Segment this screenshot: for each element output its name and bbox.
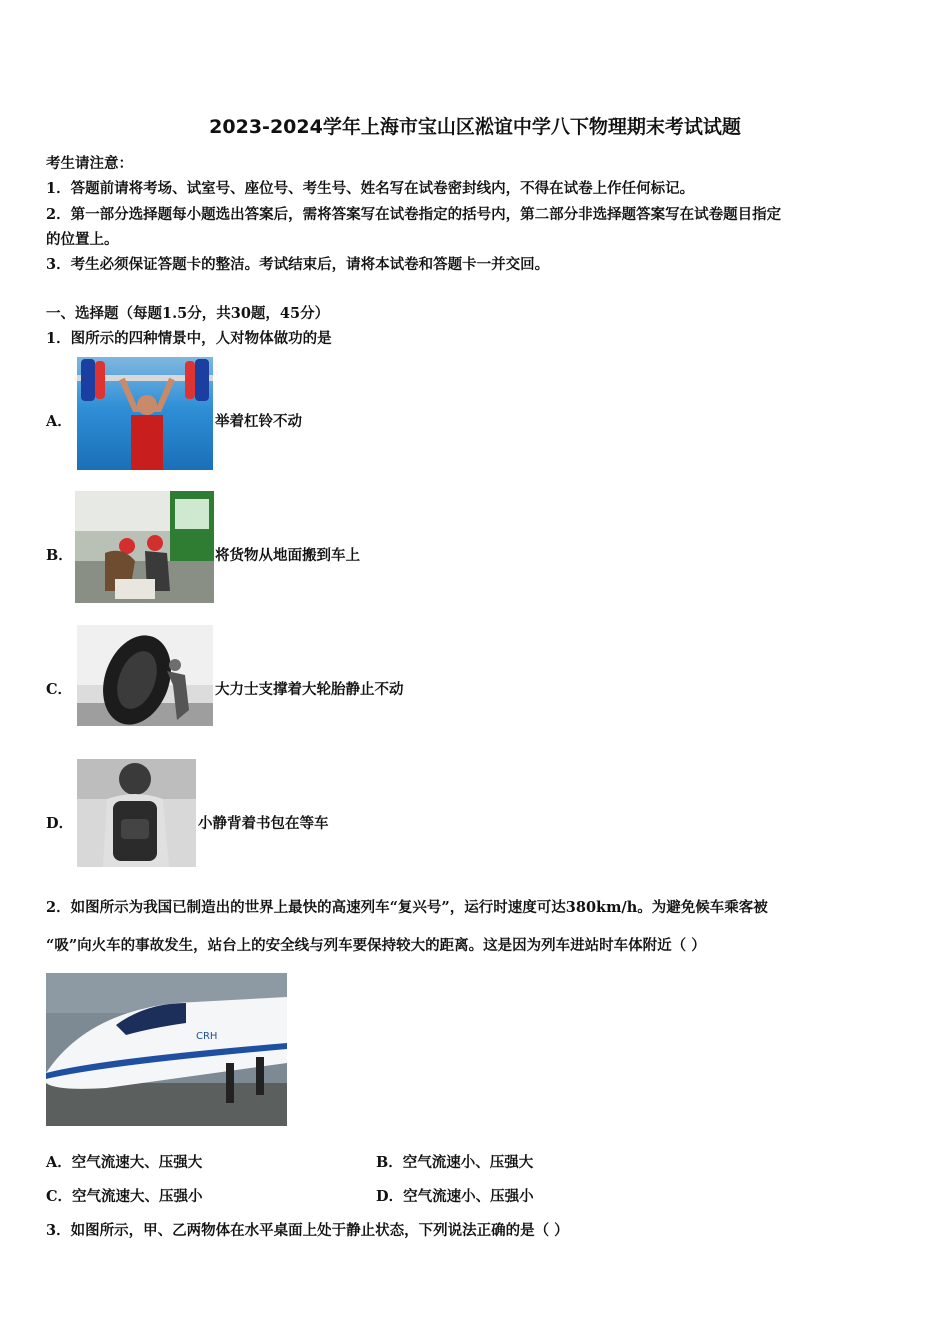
notice-item-2-cont: 的位置上。 xyxy=(46,231,119,248)
backpack-student-photo xyxy=(77,759,196,867)
option-c-letter: C． xyxy=(46,681,73,698)
notice-item-2: 2．第一部分选择题每小题选出答案后，需将答案写在试卷指定的括号内，第二部分非选择题答案写在试卷题目指定 xyxy=(46,206,782,223)
question-2-stem-line2: “吸”向火车的事故发生，站台上的安全线与列车要保持较大的距离。这是因为列车进站时车体附近（ ） xyxy=(46,937,706,954)
q2-option-a: A．空气流速大、压强大 xyxy=(46,1154,203,1171)
question-2-stem-line1: 2．如图所示为我国已制造出的世界上最快的高速列车“复兴号”，运行时速度可达380km/h。为避免候车乘客被 xyxy=(46,899,768,916)
train-logo-text: CRH xyxy=(196,1031,218,1042)
section-heading: 一、选择题（每题1.5分，共30题，45分） xyxy=(46,305,330,322)
notice-item-1: 1．答题前请将考场、试室号、座位号、考生号、姓名写在试卷密封线内，不得在试卷上作任何标记。 xyxy=(46,180,695,197)
option-b-letter: B． xyxy=(46,547,73,564)
option-a-letter: A． xyxy=(46,413,72,430)
question-1-stem: 1．图所示的四种情景中，人对物体做功的是 xyxy=(46,330,332,347)
notice-heading: 考生请注意： xyxy=(46,155,133,172)
q2-option-b: B．空气流速小、压强大 xyxy=(376,1154,534,1171)
page-title: 2023-2024学年上海市宝山区淞谊中学八下物理期末考试试题 xyxy=(209,116,741,138)
weightlifter-photo xyxy=(77,357,213,470)
notice-item-3: 3．考生必须保证答题卡的整洁。考试结束后，请将本试卷和答题卡一并交回。 xyxy=(46,256,550,273)
option-c-text: 大力士支撑着大轮胎静止不动 xyxy=(215,681,404,698)
q2-option-c: C．空气流速大、压强小 xyxy=(46,1188,203,1205)
high-speed-train-photo xyxy=(46,973,287,1126)
tire-strongman-photo xyxy=(77,625,213,726)
q2-option-d: D．空气流速小、压强小 xyxy=(376,1188,534,1205)
lifting-cargo-photo xyxy=(75,491,214,603)
option-b-text: 将货物从地面搬到车上 xyxy=(215,547,360,564)
question-3-stem: 3．如图所示，甲、乙两物体在水平桌面上处于静止状态，下列说法正确的是（ ） xyxy=(46,1222,569,1239)
option-d-text: 小静背着书包在等车 xyxy=(198,815,329,832)
option-a-text: 举着杠铃不动 xyxy=(215,413,302,430)
option-d-letter: D． xyxy=(46,815,74,832)
